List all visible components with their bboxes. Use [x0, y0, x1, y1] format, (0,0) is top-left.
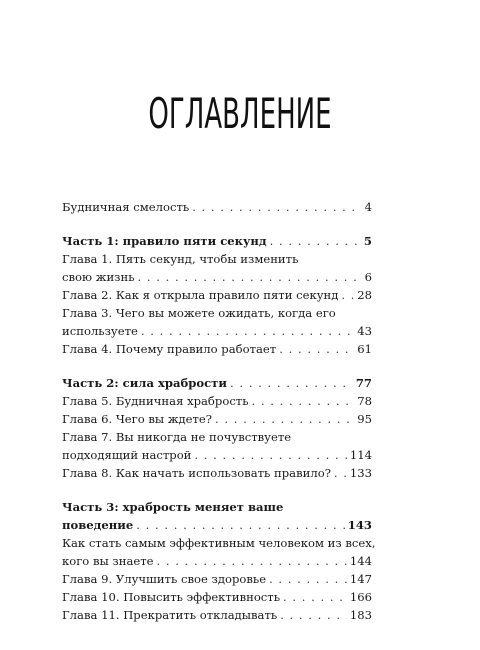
toc-part-section — [62, 374, 372, 482]
dot-leader — [141, 322, 354, 340]
toc-entry-label: Глава 10. Повысить эффективность — [62, 590, 281, 604]
toc-entry-label: кого вы знаете — [62, 554, 154, 568]
dot-leader — [279, 340, 354, 358]
toc-parts — [62, 216, 376, 624]
dot-leader — [334, 464, 347, 482]
toc-chapter-entry[interactable] — [62, 392, 372, 410]
toc-page-number: 95 — [357, 412, 372, 426]
table-of-contents — [62, 198, 376, 624]
toc-chapter-entry[interactable] — [62, 410, 372, 428]
dot-leader — [270, 232, 361, 250]
toc-entry-label: подходящий настрой — [62, 448, 192, 462]
dot-leader — [230, 374, 353, 392]
dot-leader — [136, 516, 345, 534]
toc-chapter-entry[interactable] — [62, 340, 372, 358]
section-gap — [62, 358, 372, 374]
toc-entry-label: Глава 8. Как начать использовать правило? — [62, 466, 331, 480]
page-title: ОГЛАВЛЕНИЕ — [148, 89, 332, 138]
dot-leader — [341, 286, 354, 304]
toc-page-number: 28 — [357, 288, 372, 302]
toc-page-number: 61 — [357, 342, 372, 356]
dot-leader — [157, 552, 347, 570]
toc-part-heading[interactable] — [62, 232, 372, 250]
toc-entry-line[interactable]: Как стать самым эффективным человеком из всех, — [62, 536, 376, 550]
toc-chapter-entry[interactable] — [62, 606, 372, 624]
toc-page-number: 114 — [349, 448, 372, 462]
toc-chapter-entry[interactable] — [62, 268, 372, 286]
toc-chapter-entry[interactable] — [62, 446, 372, 464]
dot-leader — [283, 588, 347, 606]
toc-chapter-entry[interactable] — [62, 588, 372, 606]
toc-intro-entry[interactable] — [62, 198, 372, 216]
toc-page-number: 4 — [364, 200, 372, 214]
dot-leader — [280, 606, 347, 624]
dot-leader — [252, 392, 355, 410]
toc-entry-line[interactable]: Глава 3. Чего вы можете ожидать, когда его — [62, 306, 336, 320]
dot-leader — [138, 268, 362, 286]
toc-entry-line[interactable]: Глава 7. Вы никогда не почувствуете — [62, 430, 292, 444]
dot-leader — [192, 198, 361, 216]
toc-chapter-entry[interactable] — [62, 570, 372, 588]
toc-page-number: 166 — [349, 590, 372, 604]
toc-page-number: 5 — [363, 234, 372, 248]
toc-page-number: 6 — [364, 270, 372, 284]
toc-page-number: 77 — [355, 376, 372, 390]
toc-page-number: 133 — [349, 466, 372, 480]
toc-chapter-entry[interactable] — [62, 464, 372, 482]
toc-entry-label: Глава 4. Почему правило работает — [62, 342, 277, 356]
toc-entry-label: Будничная смелость — [62, 200, 190, 214]
toc-entry-label: Глава 6. Чего вы ждете? — [62, 412, 212, 426]
toc-chapter-entry[interactable] — [62, 286, 372, 304]
toc-chapter-entry[interactable] — [62, 552, 372, 570]
toc-part-title: поведение — [62, 518, 134, 532]
dot-leader — [269, 570, 347, 588]
toc-part-title: Часть 1: правило пяти секунд — [62, 234, 267, 248]
section-gap — [62, 216, 372, 232]
toc-part-section — [62, 232, 372, 358]
toc-page-number: 78 — [357, 394, 372, 408]
toc-entry-label: Глава 9. Улучшить свое здоровье — [62, 572, 267, 586]
toc-entry-label: используете — [62, 324, 138, 338]
toc-part-section — [62, 498, 376, 624]
toc-part-heading[interactable] — [62, 516, 372, 534]
toc-entry-label: Глава 5. Будничная храбрость — [62, 394, 249, 408]
toc-page-number: 143 — [347, 518, 372, 532]
toc-chapter-entry[interactable] — [62, 322, 372, 340]
toc-page-number: 183 — [349, 608, 372, 622]
toc-part-heading[interactable] — [62, 374, 372, 392]
toc-entry-label: Глава 11. Прекратить откладывать — [62, 608, 278, 622]
toc-page-number: 43 — [357, 324, 372, 338]
toc-part-title-line[interactable]: Часть 3: храбрость меняет ваше — [62, 500, 284, 514]
toc-page-number: 147 — [349, 572, 372, 586]
toc-entry-label: свою жизнь — [62, 270, 135, 284]
toc-page-number: 144 — [349, 554, 372, 568]
dot-leader — [215, 410, 354, 428]
toc-part-title: Часть 2: сила храбрости — [62, 376, 227, 390]
dot-leader — [194, 446, 346, 464]
section-gap — [62, 482, 372, 498]
toc-entry-line[interactable]: Глава 1. Пять секунд, чтобы изменить — [62, 252, 299, 266]
toc-entry-label: Глава 2. Как я открыла правило пяти секунд — [62, 288, 339, 302]
